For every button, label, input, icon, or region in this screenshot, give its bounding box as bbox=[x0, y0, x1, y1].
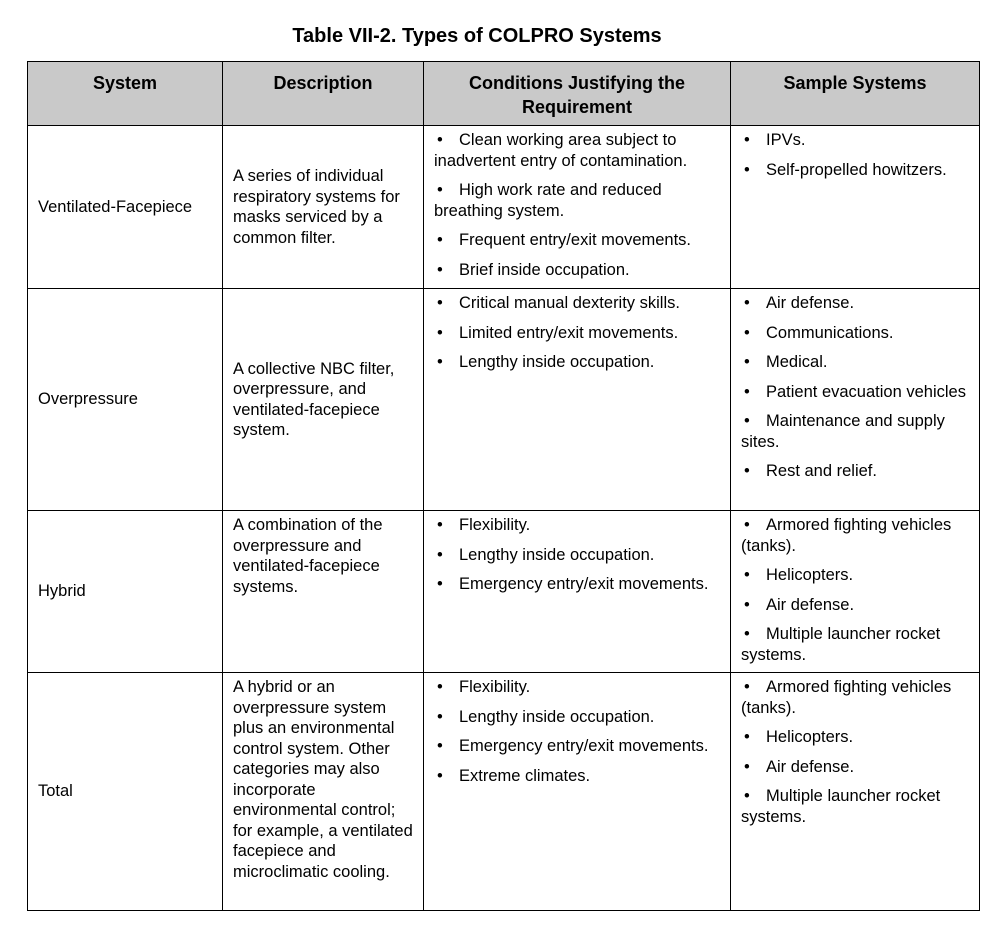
conditions-cell bbox=[424, 511, 731, 673]
description-cell: A series of individual respiratory systems for masks serviced by a common filter. bbox=[223, 126, 424, 289]
bullet-icon: • bbox=[744, 728, 750, 746]
conditions-list bbox=[434, 515, 722, 595]
sample-item bbox=[741, 160, 971, 181]
table-row bbox=[28, 673, 980, 911]
condition-text: Limited entry/exit movements. bbox=[459, 323, 679, 342]
condition-text: Critical manual dexterity skills. bbox=[459, 294, 680, 312]
system-name-cell: Overpressure bbox=[28, 289, 223, 511]
bullet-icon: • bbox=[744, 516, 750, 534]
bullet-icon: • bbox=[437, 737, 443, 755]
sample-text: Air defense. bbox=[766, 294, 855, 312]
condition-text: High work rate and reduced breathing system. bbox=[434, 181, 662, 220]
bullet-icon: • bbox=[437, 707, 443, 726]
condition-item bbox=[434, 766, 722, 787]
bullet-icon: • bbox=[744, 787, 750, 805]
bullet-icon: • bbox=[744, 462, 750, 480]
sample-text: Multiple launcher rocket systems. bbox=[741, 625, 941, 664]
conditions-cell bbox=[424, 126, 731, 289]
sample-text: Communications. bbox=[766, 323, 894, 342]
table-header-row bbox=[28, 62, 980, 126]
bullet-icon: • bbox=[437, 181, 443, 199]
bullet-icon: • bbox=[744, 160, 750, 179]
bullet-icon: • bbox=[437, 353, 443, 371]
bullet-icon: • bbox=[437, 575, 443, 593]
condition-item bbox=[434, 260, 722, 281]
condition-item bbox=[434, 707, 722, 728]
condition-item bbox=[434, 323, 722, 344]
condition-item bbox=[434, 515, 722, 536]
sample-item bbox=[741, 382, 971, 403]
sample-item bbox=[741, 411, 971, 452]
bullet-icon: • bbox=[437, 294, 443, 312]
sample-systems-cell bbox=[731, 511, 980, 673]
table-row bbox=[28, 126, 980, 289]
sample-text: Maintenance and supply sites. bbox=[741, 412, 945, 451]
column-header-system: System bbox=[28, 62, 223, 126]
bullet-icon: • bbox=[744, 323, 750, 342]
sample-text: Helicopters. bbox=[766, 728, 854, 746]
sample-systems-cell bbox=[731, 126, 980, 289]
sample-item bbox=[741, 515, 971, 556]
sample-item bbox=[741, 624, 971, 665]
bullet-icon: • bbox=[437, 516, 443, 534]
condition-text: Flexibility. bbox=[459, 678, 531, 696]
bullet-icon: • bbox=[437, 131, 443, 149]
bullet-icon: • bbox=[437, 545, 443, 564]
sample-text: Self-propelled howitzers. bbox=[766, 160, 947, 179]
condition-item bbox=[434, 574, 722, 595]
sample-item bbox=[741, 293, 971, 314]
bullet-icon: • bbox=[744, 382, 750, 401]
column-header-sample-systems: Sample Systems bbox=[731, 62, 980, 126]
system-name-cell: Ventilated-Facepiece bbox=[28, 126, 223, 289]
sample-item bbox=[741, 757, 971, 778]
description-cell: A combination of the overpressure and ventilated-facepiece systems. bbox=[223, 511, 424, 673]
sample-text: Patient evacuation vehicles bbox=[766, 382, 966, 401]
sample-systems-list bbox=[741, 515, 971, 665]
sample-text: Air defense. bbox=[766, 757, 855, 776]
sample-text: Armored fighting vehicles (tanks). bbox=[741, 516, 952, 555]
conditions-list bbox=[434, 293, 722, 373]
sample-systems-list bbox=[741, 293, 971, 482]
bullet-icon: • bbox=[437, 231, 443, 249]
column-header-conditions: Conditions Justifying the Requirement bbox=[424, 62, 731, 126]
bullet-icon: • bbox=[744, 131, 750, 149]
condition-text: Lengthy inside occupation. bbox=[459, 707, 655, 726]
sample-item bbox=[741, 727, 971, 748]
sample-item bbox=[741, 352, 971, 373]
bullet-icon: • bbox=[744, 757, 750, 776]
sample-item bbox=[741, 565, 971, 586]
bullet-icon: • bbox=[437, 766, 443, 785]
sample-text: IPVs. bbox=[766, 131, 806, 149]
sample-systems-cell bbox=[731, 673, 980, 911]
sample-item bbox=[741, 323, 971, 344]
condition-item bbox=[434, 736, 722, 757]
description-cell: A collective NBC filter, overpressure, and ventilated-facepiece system. bbox=[223, 289, 424, 511]
condition-item bbox=[434, 545, 722, 566]
condition-item bbox=[434, 130, 722, 171]
conditions-list bbox=[434, 130, 722, 280]
bullet-icon: • bbox=[744, 294, 750, 312]
bullet-icon: • bbox=[744, 566, 750, 584]
table-row bbox=[28, 289, 980, 511]
bullet-icon: • bbox=[744, 412, 750, 430]
sample-systems-cell bbox=[731, 289, 980, 511]
sample-item bbox=[741, 130, 971, 151]
bullet-icon: • bbox=[437, 260, 443, 279]
table-title: Table VII-2. Types of COLPRO Systems bbox=[292, 25, 662, 47]
bullet-icon: • bbox=[744, 678, 750, 696]
condition-item bbox=[434, 180, 722, 221]
sample-item bbox=[741, 461, 971, 482]
sample-item bbox=[741, 595, 971, 616]
condition-text: Emergency entry/exit movements. bbox=[459, 737, 709, 755]
condition-text: Emergency entry/exit movements. bbox=[459, 575, 709, 593]
condition-text: Extreme climates. bbox=[459, 766, 591, 785]
conditions-list bbox=[434, 677, 722, 786]
system-name-cell: Total bbox=[28, 673, 223, 911]
condition-item bbox=[434, 677, 722, 698]
condition-text: Lengthy inside occupation. bbox=[459, 353, 655, 371]
condition-text: Flexibility. bbox=[459, 516, 531, 534]
sample-item bbox=[741, 677, 971, 718]
sample-item bbox=[741, 786, 971, 827]
bullet-icon: • bbox=[744, 595, 750, 614]
table-row bbox=[28, 511, 980, 673]
conditions-cell bbox=[424, 673, 731, 911]
colpro-systems-table bbox=[27, 61, 980, 911]
system-name-cell: Hybrid bbox=[28, 511, 223, 673]
condition-item bbox=[434, 293, 722, 314]
sample-systems-list bbox=[741, 130, 971, 180]
bullet-icon: • bbox=[437, 678, 443, 696]
sample-text: Multiple launcher rocket systems. bbox=[741, 787, 941, 826]
condition-item bbox=[434, 230, 722, 251]
condition-text: Brief inside occupation. bbox=[459, 260, 630, 279]
sample-text: Air defense. bbox=[766, 595, 855, 614]
description-cell: A hybrid or an overpressure system plus an environmental control system. Other categories may also incorporate environmental control; for example, a ventilated facepiece and microclimatic cooling. bbox=[223, 673, 424, 911]
column-header-description: Description bbox=[223, 62, 424, 126]
condition-text: Lengthy inside occupation. bbox=[459, 545, 655, 564]
bullet-icon: • bbox=[437, 323, 443, 342]
bullet-icon: • bbox=[744, 353, 750, 371]
sample-text: Helicopters. bbox=[766, 566, 854, 584]
sample-text: Medical. bbox=[766, 353, 828, 371]
bullet-icon: • bbox=[744, 625, 750, 643]
condition-text: Clean working area subject to inadvertent entry of contamination. bbox=[434, 131, 688, 170]
sample-systems-list bbox=[741, 677, 971, 827]
sample-text: Rest and relief. bbox=[766, 462, 877, 480]
condition-text: Frequent entry/exit movements. bbox=[459, 231, 692, 249]
condition-item bbox=[434, 352, 722, 373]
sample-text: Armored fighting vehicles (tanks). bbox=[741, 678, 952, 717]
conditions-cell bbox=[424, 289, 731, 511]
